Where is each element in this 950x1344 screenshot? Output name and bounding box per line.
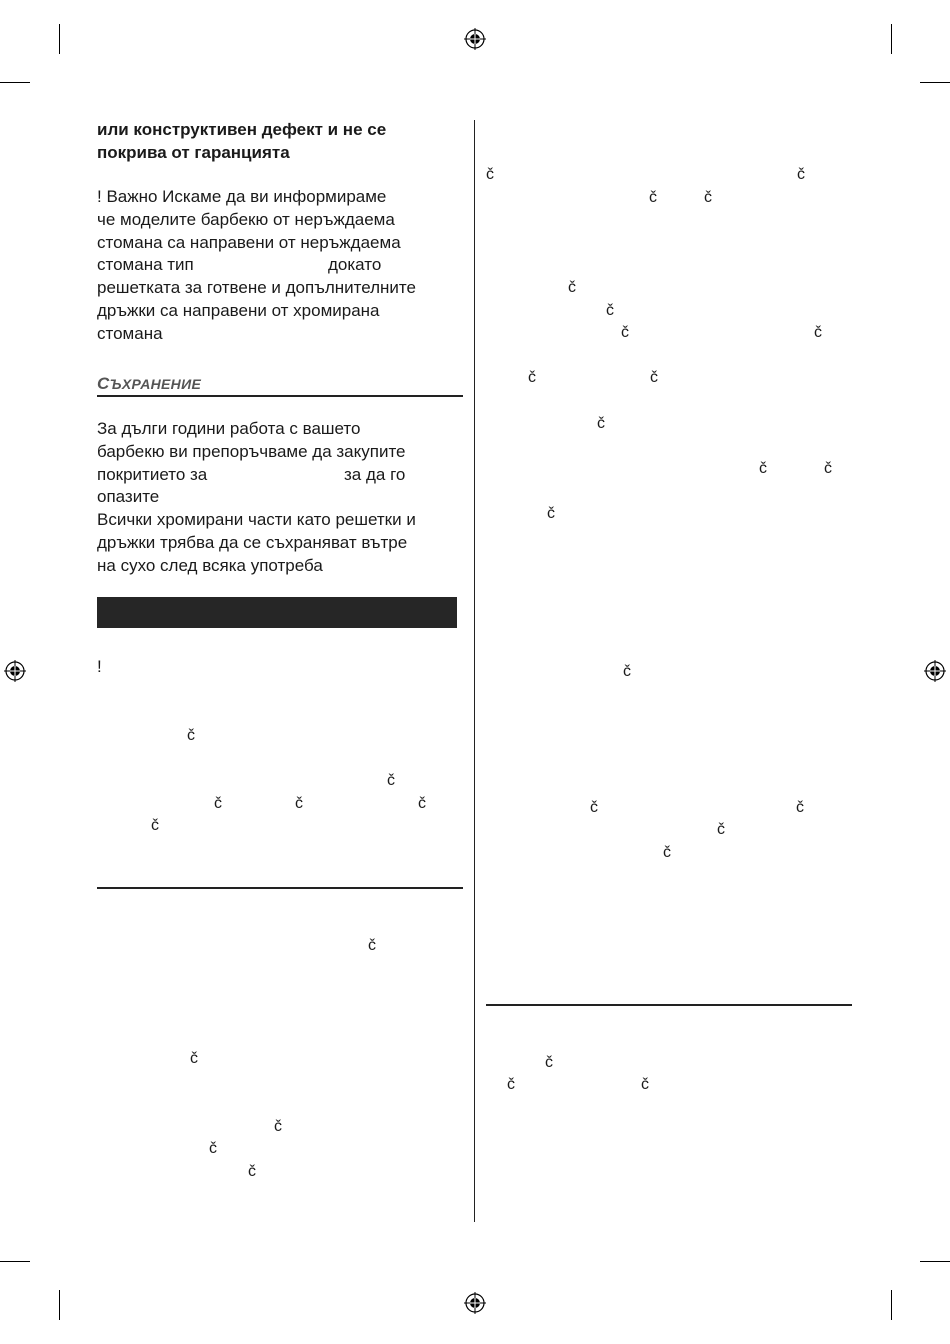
text-line	[97, 254, 467, 277]
text-line: стомана	[97, 323, 163, 343]
c-caron-glyph: č	[590, 799, 598, 816]
exclamation-mark: !	[97, 657, 102, 676]
c-caron-glyph: č	[151, 817, 159, 834]
text-fragment: стомана тип	[97, 255, 194, 275]
c-caron-glyph: č	[597, 415, 605, 432]
crop-mark	[920, 1261, 950, 1262]
c-caron-glyph: č	[387, 772, 395, 789]
crop-mark	[59, 1290, 60, 1320]
intro-bold-text	[97, 119, 467, 165]
c-caron-glyph: č	[650, 369, 658, 386]
text-line: дръжки трябва да се съхраняват вътре	[97, 532, 408, 552]
text-line: или конструктивен дефект и не се	[97, 120, 387, 139]
c-caron-glyph: č	[568, 279, 576, 296]
crop-mark	[920, 82, 950, 83]
c-caron-glyph: č	[368, 937, 376, 954]
text-line: За дълги години работа с вашето	[97, 419, 361, 438]
text-line: дръжки са направени от хромирана	[97, 300, 380, 320]
text-fragment: докато	[328, 255, 382, 275]
heading-initial: С	[97, 374, 110, 393]
c-caron-glyph: č	[621, 324, 629, 341]
c-caron-glyph: č	[641, 1076, 649, 1093]
text-fragment: за да го	[344, 464, 406, 484]
c-caron-glyph: č	[187, 727, 195, 744]
c-caron-glyph: č	[295, 795, 303, 812]
c-caron-glyph: č	[209, 1140, 217, 1157]
heading-rest: ЪХРАНЕНИЕ	[109, 376, 202, 392]
c-caron-glyph: č	[418, 795, 426, 812]
c-caron-glyph: č	[759, 460, 767, 477]
c-caron-glyph: č	[824, 460, 832, 477]
c-caron-glyph: č	[717, 821, 725, 838]
text-line: барбекю ви препоръчваме да закупите	[97, 441, 406, 461]
crop-mark	[0, 82, 30, 83]
c-caron-glyph: č	[704, 189, 712, 206]
registration-mark-icon	[464, 1292, 486, 1314]
section-rule	[97, 887, 463, 889]
c-caron-glyph: č	[214, 795, 222, 812]
section-header-bar	[97, 597, 457, 628]
c-caron-glyph: č	[623, 663, 631, 680]
text-line: стомана са направени от неръждаема	[97, 232, 401, 252]
c-caron-glyph: č	[547, 505, 555, 522]
text-line: на сухо след всяка употреба	[97, 555, 323, 575]
crop-mark	[59, 24, 60, 54]
text-line	[97, 464, 467, 487]
c-caron-glyph: č	[797, 166, 805, 183]
registration-mark-icon	[924, 660, 946, 682]
crop-mark	[891, 1290, 892, 1320]
c-caron-glyph: č	[814, 324, 822, 341]
c-caron-glyph: č	[248, 1163, 256, 1180]
text-line: решетката за готвене и допълнителните	[97, 278, 416, 298]
important-note	[97, 186, 467, 346]
registration-mark-icon	[4, 660, 26, 682]
section-rule	[486, 1004, 852, 1006]
section-rule	[97, 395, 463, 397]
text-line: ! Важно Искаме да ви информираме	[97, 187, 387, 206]
text-line: че моделите барбекю от неръждаема	[97, 209, 395, 229]
c-caron-glyph: č	[507, 1076, 515, 1093]
c-caron-glyph: č	[545, 1054, 553, 1071]
c-caron-glyph: č	[190, 1050, 198, 1067]
text-fragment: покритието за	[97, 464, 208, 484]
text-line: опазите	[97, 487, 160, 507]
storage-text	[97, 418, 467, 578]
c-caron-glyph: č	[486, 166, 494, 183]
storage-heading	[97, 374, 201, 394]
c-caron-glyph: č	[649, 189, 657, 206]
c-caron-glyph: č	[796, 799, 804, 816]
crop-mark	[891, 24, 892, 54]
c-caron-glyph: č	[606, 302, 614, 319]
registration-mark-icon	[464, 28, 486, 50]
text-line: покрива от гаранцията	[97, 142, 290, 162]
column-divider	[474, 120, 475, 1222]
c-caron-glyph: č	[274, 1118, 282, 1135]
text-line: Всички хромирани части като решетки и	[97, 510, 416, 530]
crop-mark	[0, 1261, 30, 1262]
c-caron-glyph: č	[528, 369, 536, 386]
c-caron-glyph: č	[663, 844, 671, 861]
